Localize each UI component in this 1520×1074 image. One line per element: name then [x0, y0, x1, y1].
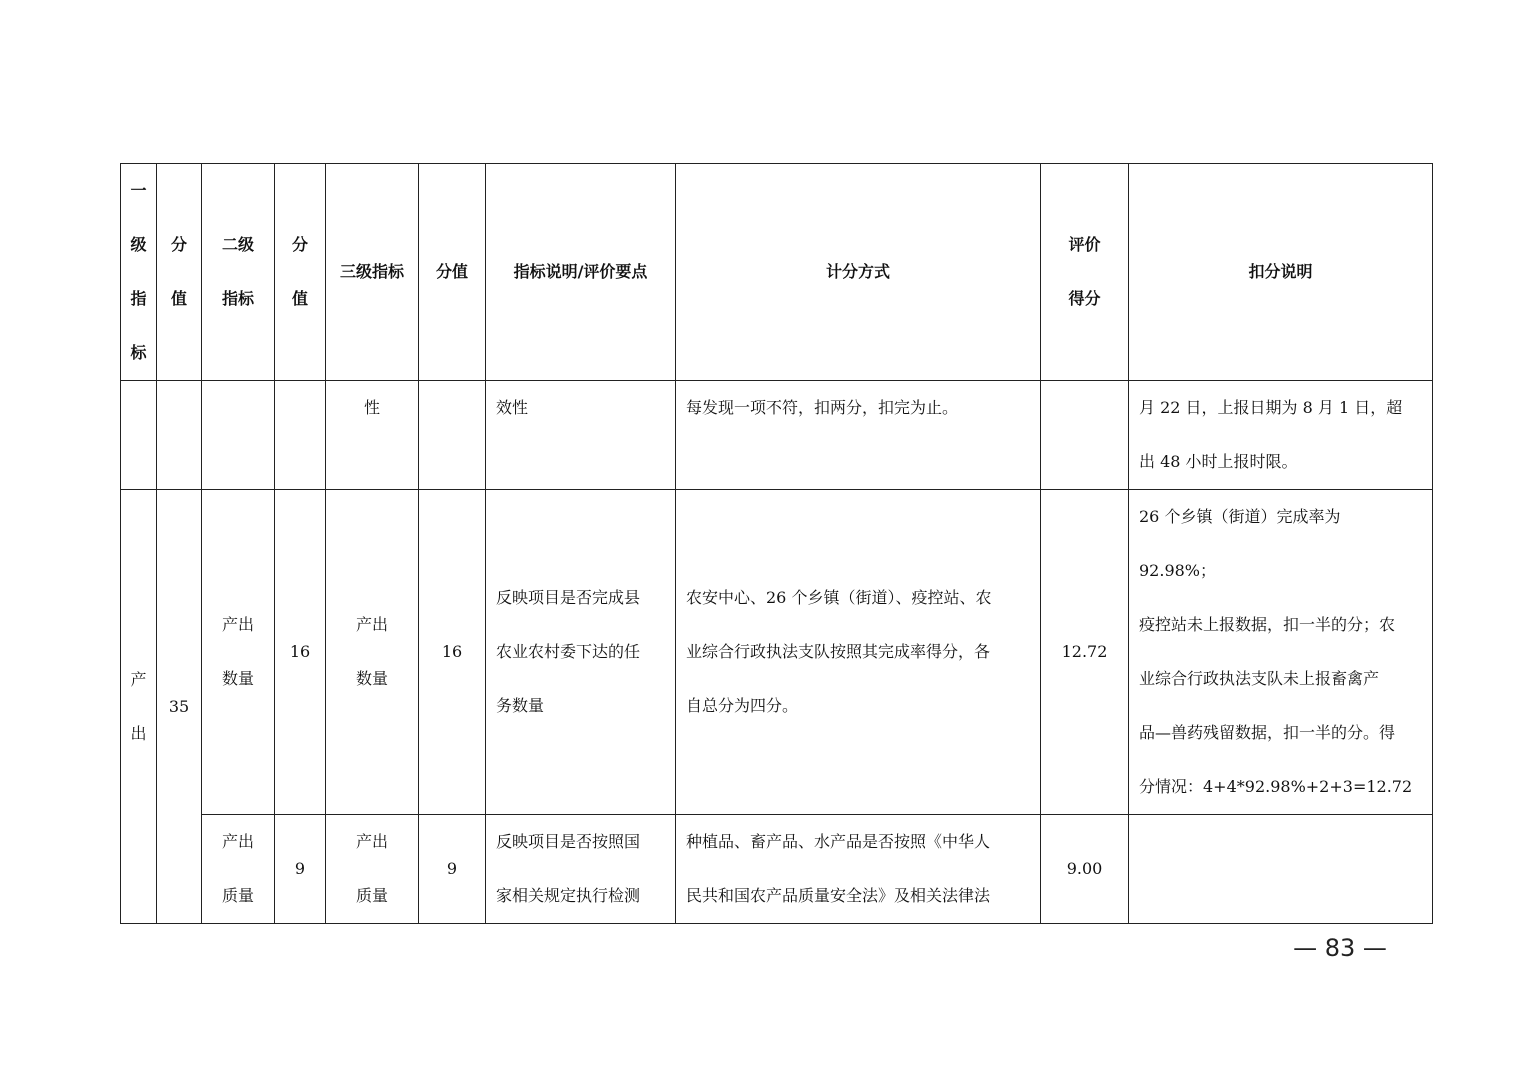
cell-third-score: 16 — [419, 490, 486, 815]
header-row — [121, 164, 1433, 381]
cell-description: 反映项目是否按照国 家相关规定执行检测 — [486, 815, 676, 924]
cell-second-indicator: 产出 数量 — [202, 490, 275, 815]
cell-empty — [1041, 381, 1129, 490]
cell-eval-score: 9.00 — [1041, 815, 1129, 924]
header-third-level-indicator: 三级指标 — [326, 164, 419, 381]
table-row-output-quality — [121, 815, 1433, 924]
page-number-value: 83 — [1324, 934, 1356, 962]
cell-deduction: 26 个乡镇（街道）完成率为 92.98%； 疫控站未上报数据，扣一半的分；农 业综合行政执法支队未上报畜禽产 品—兽药残留数据，扣一半的分。得 分情况：4+4*92.98%+2+3=12.72 — [1129, 490, 1433, 815]
cell-first-score: 35 — [157, 490, 202, 924]
cell-eval-score: 12.72 — [1041, 490, 1129, 815]
evaluation-table — [120, 163, 1433, 924]
cell-third-indicator: 性 — [326, 381, 419, 490]
cell-empty — [275, 381, 326, 490]
header-scoring-method: 计分方式 — [676, 164, 1041, 381]
cell-empty — [202, 381, 275, 490]
cell-second-score: 9 — [275, 815, 326, 924]
table-row-continued — [121, 381, 1433, 490]
header-second-level-indicator: 二级 指标 — [202, 164, 275, 381]
table-row-output-quantity — [121, 490, 1433, 815]
header-evaluation-score: 评价 得分 — [1041, 164, 1129, 381]
header-second-score: 分 值 — [275, 164, 326, 381]
cell-scoring: 每发现一项不符，扣两分，扣完为止。 — [676, 381, 1041, 490]
cell-description: 反映项目是否完成县 农业农村委下达的任 务数量 — [486, 490, 676, 815]
cell-scoring: 农安中心、26 个乡镇（街道）、疫控站、农 业综合行政执法支队按照其完成率得分，各 自总分为四分。 — [676, 490, 1041, 815]
header-third-score: 分值 — [419, 164, 486, 381]
page-number: — 83 — — [1293, 934, 1387, 962]
header-indicator-description: 指标说明/评价要点 — [486, 164, 676, 381]
cell-deduction: 月 22 日，上报日期为 8 月 1 日，超 出 48 小时上报时限。 — [1129, 381, 1433, 490]
cell-empty — [121, 381, 157, 490]
cell-third-indicator: 产出 质量 — [326, 815, 419, 924]
cell-empty — [419, 381, 486, 490]
cell-second-score: 16 — [275, 490, 326, 815]
cell-empty — [157, 381, 202, 490]
cell-scoring: 种植品、畜产品、水产品是否按照《中华人 民共和国农产品质量安全法》及相关法律法 — [676, 815, 1041, 924]
cell-third-score: 9 — [419, 815, 486, 924]
cell-deduction — [1129, 815, 1433, 924]
header-deduction-notes: 扣分说明 — [1129, 164, 1433, 381]
cell-third-indicator: 产出 数量 — [326, 490, 419, 815]
header-first-score: 分 值 — [157, 164, 202, 381]
cell-description: 效性 — [486, 381, 676, 490]
cell-first-indicator: 产 出 — [121, 490, 157, 924]
header-first-level-indicator: 一 级 指 标 — [121, 164, 157, 381]
cell-second-indicator: 产出 质量 — [202, 815, 275, 924]
